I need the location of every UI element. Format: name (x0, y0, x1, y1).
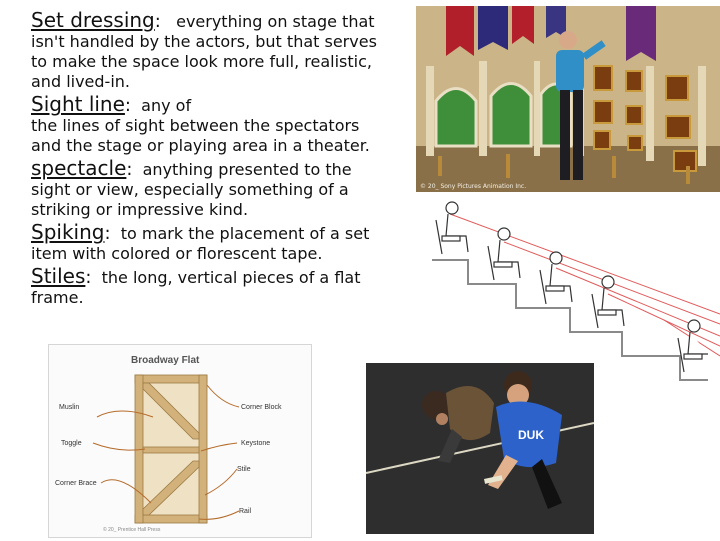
term: Stiles (31, 264, 86, 288)
colon: : (104, 223, 111, 244)
colon: : (124, 95, 131, 116)
broadway-flat-illustration (49, 345, 311, 537)
label-toggle: Toggle (61, 440, 82, 447)
definition-line: to mark the placement of a set (120, 224, 370, 243)
label-keystone: Keystone (241, 440, 271, 447)
sight-line-diagram (432, 196, 720, 386)
colon: : (126, 159, 133, 180)
label-corner-brace: Corner Brace (55, 480, 97, 487)
diagram-copyright: © 20_ Prentice Hall Press (103, 527, 161, 533)
definition-spectacle (31, 158, 403, 220)
label-muslin: Muslin (59, 404, 80, 411)
label-stile: Stile (237, 466, 251, 473)
definition-line: everything on stage that (176, 12, 375, 31)
definition-spiking (31, 222, 403, 264)
definition-sight-line (31, 94, 403, 156)
definition-stiles (31, 266, 403, 308)
term: Set dressing (31, 8, 155, 32)
definition-line: sight or view, especially something of a (31, 180, 349, 199)
definition-line: striking or impressive kind. (31, 200, 249, 219)
broadway-flat-diagram (48, 344, 312, 538)
definition-line: any of (141, 96, 192, 115)
definition-line: item with colored or florescent tape. (31, 244, 323, 263)
definition-line: the long, vertical pieces of a flat (101, 268, 361, 287)
sight-line-illustration (432, 196, 720, 386)
term: Sight line (31, 92, 125, 116)
set-dressing-illustration (416, 6, 720, 192)
label-rail: Rail (239, 508, 252, 515)
definition-line: isn't handled by the actors, but that serves (31, 32, 377, 51)
set-dressing-photo (416, 6, 720, 192)
term: Spiking (31, 220, 105, 244)
definition-line: frame. (31, 288, 84, 307)
svg-text:DUK: DUK (518, 428, 544, 442)
photo-credit: © 20_ Sony Pictures Animation Inc. (420, 183, 527, 190)
term: spectacle (31, 156, 127, 180)
spiking-illustration (366, 363, 594, 534)
definition-set-dressing (31, 10, 403, 92)
definition-line: and lived-in. (31, 72, 130, 91)
label-corner-block: Corner Block (241, 404, 282, 411)
definitions-list (31, 10, 403, 310)
colon: : (85, 267, 92, 288)
definition-line: and the stage or playing area in a theater. (31, 136, 370, 155)
colon: : (154, 11, 161, 32)
diagram-title: Broadway Flat (131, 355, 200, 366)
definition-line: the lines of sight between the spectators (31, 116, 360, 135)
definition-line: to make the space look more full, realistic, (31, 52, 372, 71)
definition-line: anything presented to the (142, 160, 352, 179)
spiking-photo (366, 363, 594, 534)
